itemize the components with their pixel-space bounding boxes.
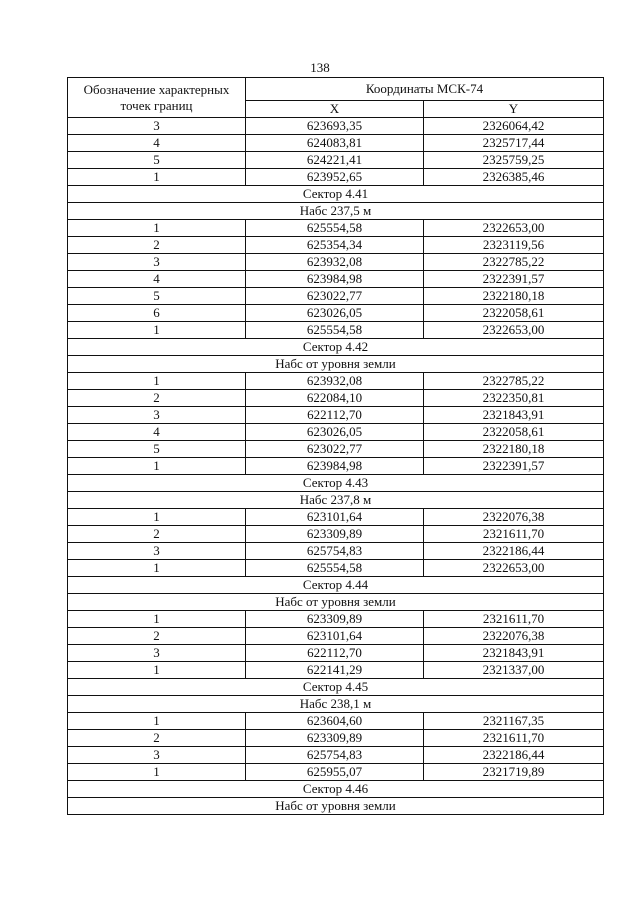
point-number-cell: 4 [68, 271, 246, 288]
point-number-cell: 1 [68, 764, 246, 781]
point-designation-header-line2: точек границ [120, 97, 193, 113]
y-coordinate-cell: 2322186,44 [424, 543, 604, 560]
table-row [68, 169, 604, 186]
point-number-cell: 1 [68, 169, 246, 186]
x-coordinate-cell: 625754,83 [246, 747, 424, 764]
table-row [68, 526, 604, 543]
x-coordinate-cell: 622112,70 [246, 645, 424, 662]
table-row [68, 747, 604, 764]
y-coordinate-cell: 2322076,38 [424, 628, 604, 645]
table-row [68, 713, 604, 730]
y-coordinate-cell: 2322785,22 [424, 373, 604, 390]
point-number-cell: 3 [68, 645, 246, 662]
table-row [68, 373, 604, 390]
x-coordinate-cell: 623932,08 [246, 254, 424, 271]
section-row [68, 781, 604, 798]
section-row [68, 356, 604, 373]
y-coordinate-cell: 2322391,57 [424, 271, 604, 288]
x-coordinate-cell: 625754,83 [246, 543, 424, 560]
table-body [68, 118, 604, 815]
table-row [68, 407, 604, 424]
y-coordinate-cell: 2322076,38 [424, 509, 604, 526]
y-coordinate-cell: 2322058,61 [424, 305, 604, 322]
table-row [68, 730, 604, 747]
section-row [68, 696, 604, 713]
section-row [68, 475, 604, 492]
y-coordinate-cell: 2322180,18 [424, 441, 604, 458]
point-number-cell: 1 [68, 322, 246, 339]
table-row [68, 237, 604, 254]
y-coordinate-cell: 2321719,89 [424, 764, 604, 781]
table-row [68, 305, 604, 322]
y-coordinate-cell: 2321611,70 [424, 526, 604, 543]
table-row [68, 509, 604, 526]
table-row [68, 611, 604, 628]
section-row [68, 186, 604, 203]
x-coordinate-cell: 623932,08 [246, 373, 424, 390]
y-coordinate-cell: 2322653,00 [424, 322, 604, 339]
section-label: Набс от уровня земли [68, 798, 604, 815]
section-row [68, 492, 604, 509]
point-number-cell: 2 [68, 730, 246, 747]
x-coordinate-cell: 623026,05 [246, 424, 424, 441]
x-coordinate-cell: 623101,64 [246, 509, 424, 526]
section-row [68, 203, 604, 220]
table-row [68, 458, 604, 475]
point-number-cell: 2 [68, 390, 246, 407]
y-coordinate-cell: 2325759,25 [424, 152, 604, 169]
section-label: Набс 237,8 м [68, 492, 604, 509]
point-number-cell: 1 [68, 662, 246, 679]
table-row [68, 441, 604, 458]
section-label: Набс от уровня земли [68, 356, 604, 373]
point-number-cell: 1 [68, 509, 246, 526]
point-number-cell: 4 [68, 424, 246, 441]
table-row [68, 254, 604, 271]
y-coordinate-cell: 2326385,46 [424, 169, 604, 186]
table-row [68, 220, 604, 237]
y-coordinate-cell: 2321611,70 [424, 611, 604, 628]
x-coordinate-cell: 624221,41 [246, 152, 424, 169]
y-coordinate-cell: 2326064,42 [424, 118, 604, 135]
x-coordinate-cell: 622112,70 [246, 407, 424, 424]
table-row [68, 152, 604, 169]
section-row [68, 798, 604, 815]
point-number-cell: 1 [68, 560, 246, 577]
table-row [68, 390, 604, 407]
y-coordinate-cell: 2322186,44 [424, 747, 604, 764]
x-coordinate-cell: 623984,98 [246, 458, 424, 475]
table-row [68, 271, 604, 288]
x-coordinate-cell: 625554,58 [246, 560, 424, 577]
section-row [68, 339, 604, 356]
section-label: Набс 237,5 м [68, 203, 604, 220]
x-coordinate-cell: 623952,65 [246, 169, 424, 186]
y-coordinate-cell: 2322653,00 [424, 560, 604, 577]
table-row [68, 764, 604, 781]
x-coordinate-cell: 625554,58 [246, 322, 424, 339]
x-coordinate-cell: 623022,77 [246, 288, 424, 305]
x-coordinate-cell: 623309,89 [246, 526, 424, 543]
section-label: Сектор 4.44 [68, 577, 604, 594]
section-label: Сектор 4.42 [68, 339, 604, 356]
point-number-cell: 1 [68, 611, 246, 628]
y-coordinate-cell: 2322180,18 [424, 288, 604, 305]
point-number-cell: 2 [68, 628, 246, 645]
table-row [68, 645, 604, 662]
y-coordinate-cell: 2321843,91 [424, 645, 604, 662]
table-row [68, 288, 604, 305]
x-coordinate-cell: 623604,60 [246, 713, 424, 730]
point-number-cell: 3 [68, 407, 246, 424]
section-row [68, 577, 604, 594]
point-number-cell: 1 [68, 458, 246, 475]
section-row [68, 594, 604, 611]
y-column-header: Y [424, 101, 604, 118]
point-number-cell: 3 [68, 118, 246, 135]
point-number-cell: 5 [68, 441, 246, 458]
x-coordinate-cell: 625955,07 [246, 764, 424, 781]
coordinate-system-header: Координаты МСК-74 [246, 78, 604, 101]
x-coordinate-cell: 623693,35 [246, 118, 424, 135]
x-coordinate-cell: 622084,10 [246, 390, 424, 407]
x-coordinate-cell: 625354,34 [246, 237, 424, 254]
section-label: Набс 238,1 м [68, 696, 604, 713]
section-label: Сектор 4.43 [68, 475, 604, 492]
point-number-cell: 3 [68, 747, 246, 764]
coordinates-table [67, 77, 604, 815]
x-coordinate-cell: 622141,29 [246, 662, 424, 679]
x-coordinate-cell: 623984,98 [246, 271, 424, 288]
table-row [68, 424, 604, 441]
y-coordinate-cell: 2323119,56 [424, 237, 604, 254]
table-row [68, 322, 604, 339]
y-coordinate-cell: 2322391,57 [424, 458, 604, 475]
section-row [68, 679, 604, 696]
point-number-cell: 5 [68, 152, 246, 169]
table-row [68, 628, 604, 645]
page-number: 138 [310, 60, 330, 75]
x-coordinate-cell: 623309,89 [246, 611, 424, 628]
y-coordinate-cell: 2321843,91 [424, 407, 604, 424]
point-number-cell: 5 [68, 288, 246, 305]
table-row [68, 135, 604, 152]
section-label: Набс от уровня земли [68, 594, 604, 611]
x-coordinate-cell: 623101,64 [246, 628, 424, 645]
x-coordinate-cell: 623022,77 [246, 441, 424, 458]
point-number-cell: 2 [68, 526, 246, 543]
point-designation-header-line1: Обозначение характерных [83, 81, 230, 97]
y-coordinate-cell: 2321611,70 [424, 730, 604, 747]
y-coordinate-cell: 2322350,81 [424, 390, 604, 407]
section-label: Сектор 4.41 [68, 186, 604, 203]
table-row [68, 543, 604, 560]
x-column-header: X [246, 101, 424, 118]
point-number-cell: 1 [68, 373, 246, 390]
x-coordinate-cell: 624083,81 [246, 135, 424, 152]
x-coordinate-cell: 623026,05 [246, 305, 424, 322]
y-coordinate-cell: 2325717,44 [424, 135, 604, 152]
point-number-cell: 1 [68, 220, 246, 237]
y-coordinate-cell: 2322785,22 [424, 254, 604, 271]
point-number-cell: 3 [68, 543, 246, 560]
y-coordinate-cell: 2321337,00 [424, 662, 604, 679]
x-coordinate-cell: 625554,58 [246, 220, 424, 237]
section-label: Сектор 4.46 [68, 781, 604, 798]
point-number-cell: 2 [68, 237, 246, 254]
point-number-cell: 4 [68, 135, 246, 152]
y-coordinate-cell: 2321167,35 [424, 713, 604, 730]
y-coordinate-cell: 2322653,00 [424, 220, 604, 237]
point-designation-header [68, 78, 246, 118]
x-coordinate-cell: 623309,89 [246, 730, 424, 747]
section-label: Сектор 4.45 [68, 679, 604, 696]
table-row [68, 662, 604, 679]
point-number-cell: 3 [68, 254, 246, 271]
table-row [68, 118, 604, 135]
y-coordinate-cell: 2322058,61 [424, 424, 604, 441]
table-row [68, 560, 604, 577]
point-number-cell: 6 [68, 305, 246, 322]
point-number-cell: 1 [68, 713, 246, 730]
